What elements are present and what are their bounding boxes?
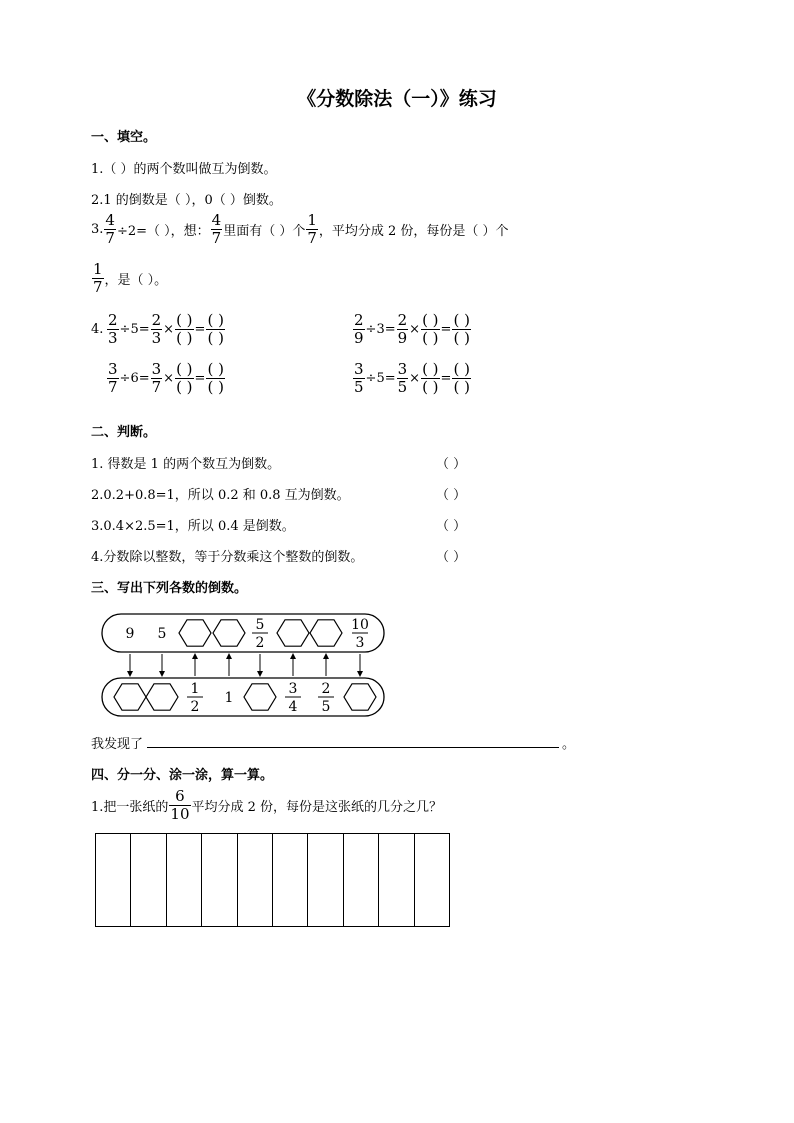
- bottom-capsule: [102, 678, 384, 716]
- strip-cell[interactable]: [308, 834, 343, 926]
- denominator: 3: [151, 329, 162, 347]
- equals-sign: =: [194, 322, 206, 337]
- numerator: 2: [108, 311, 118, 329]
- numerator: 2: [354, 311, 364, 329]
- q4-item: [352, 362, 472, 395]
- judge-item-1: 1. 得数是 1 的两个数互为倒数。: [91, 457, 281, 472]
- denominator: 7: [211, 229, 222, 247]
- strip-cell[interactable]: [238, 834, 273, 926]
- denominator: 7: [105, 229, 115, 247]
- fraction: [353, 362, 365, 395]
- question-1-2: 2.1 的倒数是（ ），0（ ）倒数。: [91, 193, 282, 208]
- judge-item-4: 4.分数除以整数，等于分数乘这个整数的倒数。: [91, 550, 364, 565]
- hexagon-blank[interactable]: [344, 684, 376, 710]
- times-sign: ×: [163, 371, 175, 386]
- numerator: 6: [175, 787, 185, 805]
- found-end: 。: [562, 737, 576, 752]
- blank-fraction[interactable]: [421, 313, 439, 346]
- section-2-heading: 二、判断。: [91, 425, 157, 440]
- q3-part3: ，平均分成 2 份，每份是（ ）个: [318, 224, 509, 239]
- strip-cell[interactable]: [273, 834, 308, 926]
- denominator: ( ): [453, 329, 470, 347]
- strip-cell[interactable]: [379, 834, 414, 926]
- q3-part1: ÷2=（ ），想：: [116, 224, 210, 239]
- cell-denominator: 5: [321, 699, 331, 715]
- question-1-3-cont: [91, 262, 167, 295]
- divide-expr: ÷5=: [119, 322, 150, 337]
- fraction: [211, 213, 223, 246]
- fraction: [151, 362, 163, 395]
- blank-fraction[interactable]: [452, 362, 470, 395]
- cell-denominator: 4: [288, 699, 298, 715]
- strip-cell[interactable]: [131, 834, 166, 926]
- cell-denominator: 2: [190, 699, 200, 715]
- q4-item: [352, 313, 472, 346]
- denominator: 5: [397, 378, 408, 396]
- equals-sign: =: [194, 371, 206, 386]
- blank-fraction[interactable]: [206, 362, 224, 395]
- fraction: [397, 313, 409, 346]
- numerator: 1: [307, 211, 317, 229]
- q3-prefix: 3.: [91, 222, 104, 237]
- denominator: ( ): [207, 329, 224, 347]
- cell-number: 1: [224, 690, 234, 706]
- denominator: 7: [108, 378, 118, 396]
- denominator: ( ): [176, 378, 193, 396]
- judge-answer-3[interactable]: （ ）: [436, 519, 467, 534]
- strip-cell[interactable]: [202, 834, 237, 926]
- q3-part2: 里面有（ ）个: [223, 224, 306, 239]
- numerator: 2: [151, 311, 162, 329]
- blank-fraction[interactable]: [452, 313, 470, 346]
- question-1-3: [91, 213, 509, 246]
- hexagon-blank[interactable]: [179, 620, 211, 646]
- numerator: ( ): [207, 360, 224, 378]
- numerator: 3: [108, 360, 118, 378]
- divide-expr: ÷6=: [119, 371, 150, 386]
- section-3-heading: 三、写出下列各数的倒数。: [91, 581, 248, 596]
- judge-answer-2[interactable]: （ ）: [436, 488, 467, 503]
- denominator: 7: [151, 378, 162, 396]
- paper-strip[interactable]: [95, 833, 450, 927]
- denominator: 7: [307, 229, 317, 247]
- denominator: ( ): [176, 329, 193, 347]
- hexagon-blank[interactable]: [310, 620, 342, 646]
- numerator: ( ): [176, 360, 193, 378]
- denominator: 9: [397, 329, 408, 347]
- fraction: [397, 362, 409, 395]
- hexagon-blank[interactable]: [277, 620, 309, 646]
- numerator: ( ): [176, 311, 193, 329]
- q4-1-suffix: 平均分成 2 份，每份是这张纸的几分之几？: [191, 800, 443, 815]
- equals-sign: =: [440, 371, 452, 386]
- cell-denominator: 2: [255, 635, 265, 651]
- cell-numerator: 10: [351, 617, 369, 633]
- fraction: [151, 313, 163, 346]
- denominator: 9: [354, 329, 364, 347]
- fraction: [107, 362, 119, 395]
- denominator: 7: [93, 278, 103, 296]
- divide-expr: ÷3=: [365, 322, 396, 337]
- q4-item: [106, 362, 226, 395]
- reciprocal-diagram: [100, 610, 390, 720]
- strip-cell[interactable]: [96, 834, 131, 926]
- question-1-1: 1.（ ）的两个数叫做互为倒数。: [91, 162, 277, 177]
- hexagon-blank[interactable]: [146, 684, 178, 710]
- numerator: ( ): [453, 311, 470, 329]
- fraction: [104, 213, 116, 246]
- fraction: [306, 213, 318, 246]
- times-sign: ×: [409, 371, 421, 386]
- numerator: 3: [397, 360, 408, 378]
- q4-prefix: 4.: [91, 322, 104, 337]
- cell-numerator: 5: [255, 617, 265, 633]
- blank-fraction[interactable]: [206, 313, 224, 346]
- q4-item: [106, 313, 226, 346]
- numerator: 3: [151, 360, 162, 378]
- strip-cell[interactable]: [167, 834, 202, 926]
- strip-cell[interactable]: [415, 834, 449, 926]
- denominator: 5: [354, 378, 364, 396]
- numerator: 3: [354, 360, 364, 378]
- numerator: 1: [93, 260, 103, 278]
- denominator: ( ): [422, 378, 439, 396]
- fraction: [92, 262, 104, 295]
- cell-numerator: 3: [288, 681, 298, 697]
- cell-denominator: 3: [355, 635, 365, 651]
- judge-answer-1[interactable]: （ ）: [436, 457, 467, 472]
- cell-numerator: 2: [321, 681, 331, 697]
- blank-fraction[interactable]: [175, 313, 193, 346]
- found-answer-line[interactable]: [147, 733, 559, 748]
- q3-part4: ，是（ ）。: [104, 273, 168, 288]
- denominator: 10: [170, 805, 190, 823]
- judge-item-2: 2.0.2+0.8=1，所以 0.2 和 0.8 互为倒数。: [91, 488, 350, 503]
- hexagon-blank[interactable]: [244, 684, 276, 710]
- numerator: 4: [105, 211, 115, 229]
- times-sign: ×: [409, 322, 421, 337]
- hexagon-blank[interactable]: [213, 620, 245, 646]
- divide-expr: ÷5=: [365, 371, 396, 386]
- numerator: ( ): [422, 311, 439, 329]
- page-title: 《分数除法（一）》练习: [297, 88, 497, 110]
- fraction: [107, 313, 119, 346]
- numerator: ( ): [207, 311, 224, 329]
- equals-sign: =: [440, 322, 452, 337]
- numerator: ( ): [422, 360, 439, 378]
- judge-answer-4[interactable]: （ ）: [436, 550, 467, 565]
- hexagon-blank[interactable]: [114, 684, 146, 710]
- denominator: ( ): [422, 329, 439, 347]
- cell-numerator: 1: [190, 681, 200, 697]
- section-1-heading: 一、填空。: [91, 130, 157, 145]
- numerator: ( ): [453, 360, 470, 378]
- fraction: [169, 789, 190, 822]
- found-label: 我发现了: [91, 737, 144, 752]
- fraction: [353, 313, 365, 346]
- section-4-heading: 四、分一分、涂一涂，算一算。: [91, 768, 274, 783]
- strip-cell[interactable]: [344, 834, 379, 926]
- denominator: ( ): [453, 378, 470, 396]
- denominator: 3: [108, 329, 118, 347]
- times-sign: ×: [163, 322, 175, 337]
- judge-item-3: 3.0.4×2.5=1，所以 0.4 是倒数。: [91, 519, 295, 534]
- cell-number: 9: [125, 626, 135, 642]
- blank-fraction[interactable]: [175, 362, 193, 395]
- numerator: 2: [397, 311, 408, 329]
- question-4-1: [91, 789, 442, 822]
- blank-fraction[interactable]: [421, 362, 439, 395]
- denominator: ( ): [207, 378, 224, 396]
- numerator: 4: [211, 211, 222, 229]
- q4-1-prefix: 1.把一张纸的: [91, 800, 169, 815]
- cell-number: 5: [157, 626, 167, 642]
